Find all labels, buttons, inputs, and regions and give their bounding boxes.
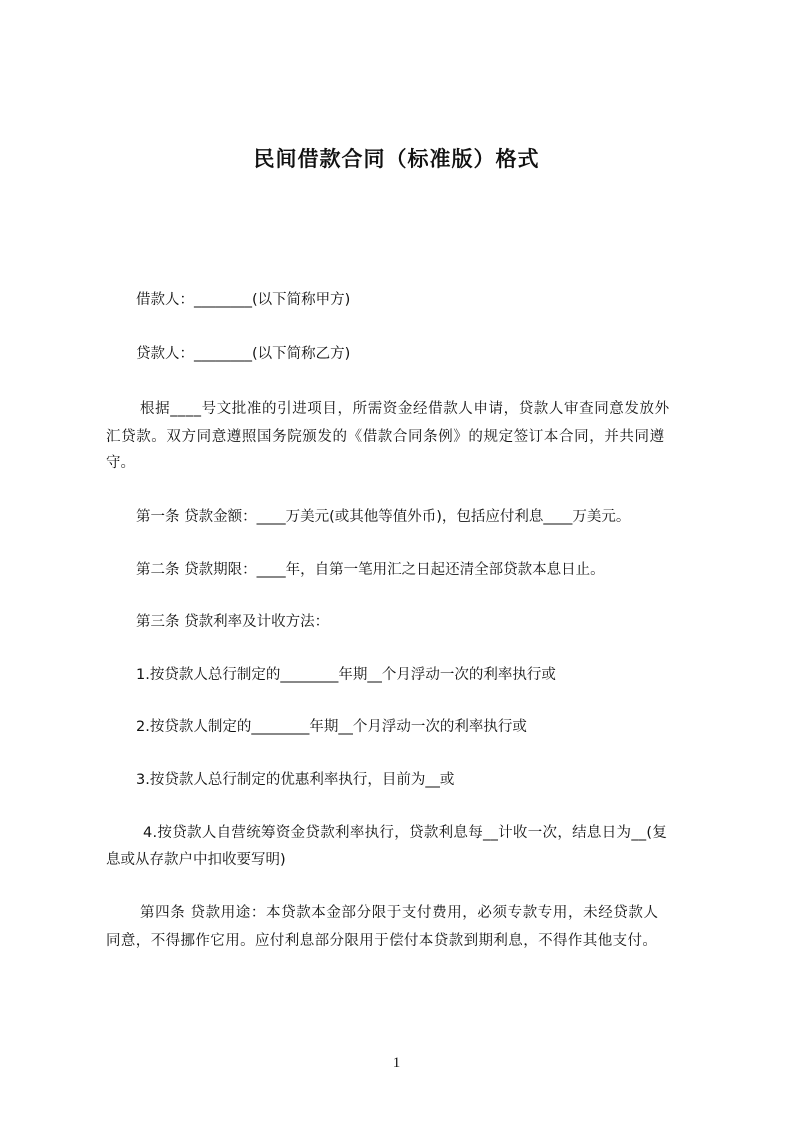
page-number: 1 <box>392 1055 401 1071</box>
article-2: 第二条 贷款期限：____年，自第一笔用汇之日起还清全部贷款本息日止。 <box>136 562 605 578</box>
article-3-item-4: 4.按贷款人自营统筹资金贷款利率执行，贷款利息每__计收一次，结息日为__(复 <box>143 825 668 841</box>
borrower-line: 借款人：________(以下简称甲方) <box>136 292 351 308</box>
article-3-item-3: 3.按贷款人总行制定的优惠利率执行，目前为__或 <box>136 772 455 788</box>
intro-paragraph-line: 守。 <box>106 455 135 471</box>
article-4: 同意，不得挪作它用。应付利息部分限用于偿付本贷款到期利息，不得作其他支付。 <box>106 933 658 949</box>
article-3-item-4: 息或从存款户中扣收要写明) <box>106 852 286 868</box>
article-4: 第四条 贷款用途：本贷款本金部分限于支付费用，必须专款专用，未经贷款人 <box>140 905 659 921</box>
lender-line: 贷款人：________(以下简称乙方) <box>136 346 351 362</box>
intro-paragraph-line: 根据____号文批准的引进项目，所需资金经借款人申请，贷款人审查同意发放外 <box>140 401 670 417</box>
document-title: 民间借款合同（标准版）格式 <box>253 147 540 171</box>
article-3-item-1: 1.按贷款人总行制定的________年期__个月浮动一次的利率执行或 <box>136 667 556 683</box>
article-3: 第三条 贷款利率及计收方法： <box>136 614 330 630</box>
intro-paragraph-line: 汇贷款。双方同意遵照国务院颁发的《借款合同条例》的规定签订本合同，并共同遵 <box>106 429 665 445</box>
article-3-item-2: 2.按贷款人制定的________年期__个月浮动一次的利率执行或 <box>136 719 527 735</box>
article-1: 第一条 贷款金额：____万美元(或其他等值外币)，包括应付利息____万美元。 <box>136 509 631 525</box>
